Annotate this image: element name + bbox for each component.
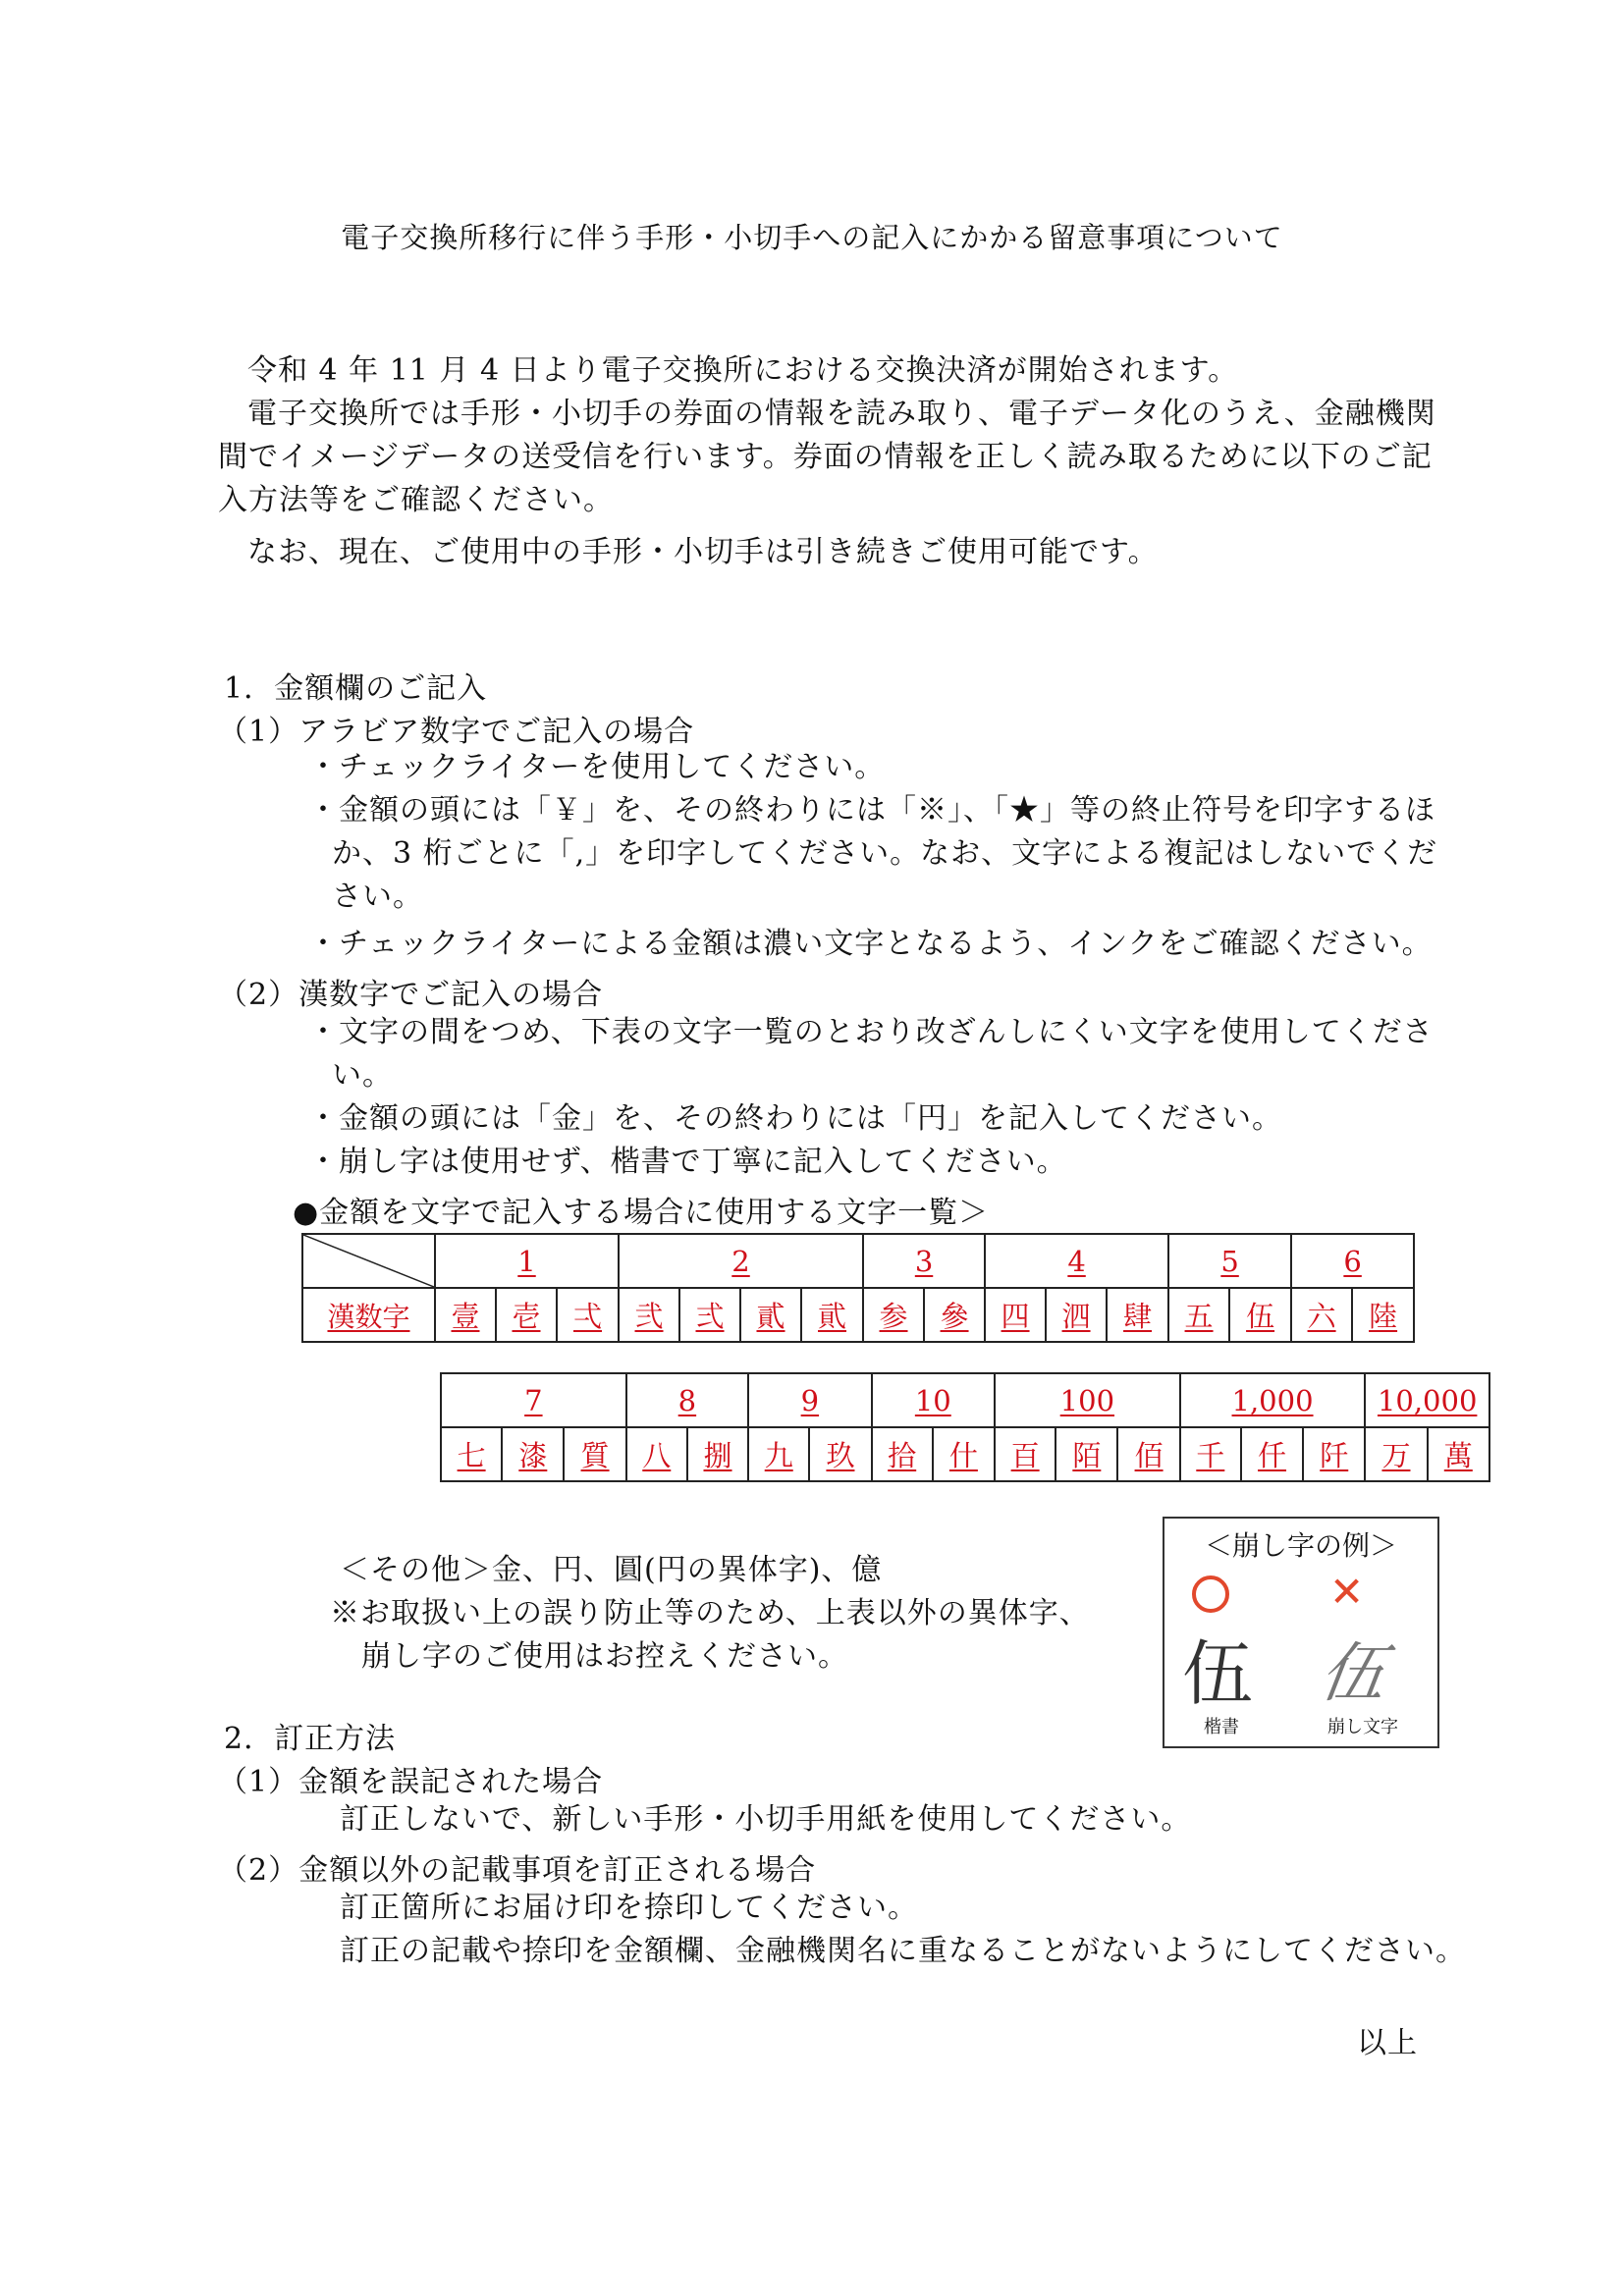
section-1-heading: 1．金額欄のご記入	[224, 671, 488, 706]
kanji-cell: 百	[995, 1427, 1056, 1481]
example-title: ＜崩し字の例＞	[1204, 1529, 1397, 1562]
s1-2-line-3: ・金額の頭には「金」を、その終わりには「円」を記入してください。	[308, 1101, 1282, 1136]
kanji-cell: 八	[626, 1427, 687, 1481]
s2-2-line-1: 訂正箇所にお届け印を捺印してください。	[340, 1891, 918, 1925]
wrong-cross-icon: ✕	[1329, 1568, 1365, 1616]
intro-line-5: なお、現在、ご使用中の手形・小切手は引き続きご使用可能です。	[247, 535, 1159, 569]
kanji-cell: 捌	[687, 1427, 748, 1481]
table2-header-7: 7	[441, 1373, 626, 1427]
kanji-cell: 壹	[435, 1288, 496, 1342]
subsection-2-1-heading: （1）金額を誤記された場合	[218, 1765, 604, 1799]
kanji-cell: 萬	[1428, 1427, 1489, 1481]
kanji-cell: 万	[1365, 1427, 1427, 1481]
cursive-caption: 崩し文字	[1327, 1717, 1398, 1737]
kanji-cell: 漆	[502, 1427, 564, 1481]
kanji-numeral-table-1	[301, 1233, 1415, 1343]
kanji-cell: 五	[1168, 1288, 1229, 1342]
intro-line-4: 入方法等をご確認ください。	[218, 483, 614, 517]
s1-1-line-1: ・チェックライターを使用してください。	[308, 750, 886, 784]
s1-1-line-5: ・チェックライターによる金額は濃い文字となるよう、インクをご確認ください。	[308, 927, 1433, 961]
table2-header-8: 8	[626, 1373, 748, 1427]
table1-header-1: 1	[435, 1234, 619, 1288]
kanji-cell: 弌	[557, 1288, 619, 1342]
kanji-cell: 玖	[809, 1427, 871, 1481]
cursive-example-box	[1163, 1517, 1439, 1748]
kanji-cell: 弍	[679, 1288, 740, 1342]
table-caption: ●金額を文字で記入する場合に使用する文字一覧＞	[293, 1196, 990, 1230]
table2-header-100: 100	[995, 1373, 1180, 1427]
kanji-numeral-table-2	[440, 1372, 1490, 1482]
table2-header-10000: 10,000	[1365, 1373, 1489, 1427]
kanji-cell: 肆	[1107, 1288, 1168, 1342]
kanji-cell: 参	[863, 1288, 924, 1342]
kaisho-example: 伍	[1182, 1632, 1254, 1715]
closing-mark: 以上	[1357, 2026, 1418, 2060]
s1-2-line-1: ・文字の間をつめ、下表の文字一覧のとおり改ざんしにくい文字を使用してくださ	[308, 1015, 1434, 1049]
kanji-cell: 壱	[496, 1288, 557, 1342]
kanji-cell: 千	[1180, 1427, 1241, 1481]
kanji-cell: 七	[441, 1427, 502, 1481]
document-title: 電子交換所移行に伴う手形・小切手への記入にかかる留意事項について	[341, 221, 1283, 254]
s2-2-line-2: 訂正の記載や捺印を金額欄、金融機関名に重なることがないようにしてください。	[340, 1934, 1466, 1968]
kanji-cell: 什	[933, 1427, 995, 1481]
table2-header-10: 10	[872, 1373, 995, 1427]
kaisho-caption: 楷書	[1204, 1717, 1239, 1737]
other-characters: ＜その他＞金、円、圓(円の異体字)、億	[340, 1553, 883, 1587]
kanji-cell: 貳	[740, 1288, 801, 1342]
s1-1-line-3: か、3 桁ごとに「,」を印字してください。なお、文字による複記はしないでくだ	[332, 836, 1438, 871]
subsection-2-2-heading: （2）金額以外の記載事項を訂正される場合	[218, 1853, 817, 1888]
note-line-1: ※お取扱い上の誤り防止等のため、上表以外の異体字、	[330, 1596, 1090, 1630]
s2-1-line: 訂正しないで、新しい手形・小切手用紙を使用してください。	[340, 1802, 1192, 1837]
subsection-1-2-heading: （2）漢数字でご記入の場合	[218, 978, 604, 1012]
table1-header-4: 4	[985, 1234, 1168, 1288]
cursive-example: 伍	[1315, 1635, 1391, 1711]
s1-2-line-2: い。	[332, 1058, 393, 1093]
row-label-kansuji: 漢数字	[302, 1288, 435, 1342]
kanji-cell: 貮	[801, 1288, 863, 1342]
kanji-cell: 陌	[1056, 1427, 1117, 1481]
kanji-cell: 阡	[1303, 1427, 1365, 1481]
kanji-cell: 陸	[1352, 1288, 1414, 1342]
subsection-1-1-heading: （1）アラビア数字でご記入の場合	[218, 715, 695, 749]
kanji-cell: 四	[985, 1288, 1046, 1342]
kanji-cell: 弐	[619, 1288, 679, 1342]
kanji-cell: 伍	[1229, 1288, 1291, 1342]
s1-1-line-4: さい。	[332, 880, 423, 914]
kanji-cell: 拾	[872, 1427, 933, 1481]
intro-line-1: 令和 4 年 11 月 4 日より電子交換所における交換決済が開始されます。	[247, 353, 1239, 388]
s1-2-line-4: ・崩し字は使用せず、楷書で丁寧に記入してください。	[308, 1145, 1067, 1179]
kanji-cell: 九	[748, 1427, 809, 1481]
table1-header-5: 5	[1168, 1234, 1291, 1288]
s1-1-line-2: ・金額の頭には「￥」を、その終わりには「※」、「★」等の終止符号を印字するほ	[308, 793, 1435, 828]
kanji-cell: 泗	[1046, 1288, 1107, 1342]
kanji-cell: 佰	[1117, 1427, 1179, 1481]
table1-header-6: 6	[1291, 1234, 1414, 1288]
intro-line-2: 電子交換所では手形・小切手の券面の情報を読み取り、電子データ化のうえ、金融機関	[247, 397, 1436, 431]
table2-header-9: 9	[748, 1373, 871, 1427]
correct-circle-icon	[1192, 1575, 1229, 1613]
intro-line-3: 間でイメージデータの送受信を行います。券面の情報を正しく読み取るために以下のご記	[218, 440, 1433, 474]
table1-header-2: 2	[619, 1234, 863, 1288]
kanji-cell: 質	[564, 1427, 625, 1481]
kanji-cell: 六	[1291, 1288, 1352, 1342]
kanji-cell: 仟	[1241, 1427, 1303, 1481]
note-line-2: 崩し字のご使用はお控えください。	[361, 1639, 848, 1674]
table2-header-1000: 1,000	[1180, 1373, 1366, 1427]
table1-header-3: 3	[863, 1234, 985, 1288]
kanji-cell: 參	[924, 1288, 985, 1342]
diagonal-header-cell	[302, 1234, 435, 1288]
section-2-heading: 2．訂正方法	[224, 1722, 397, 1756]
